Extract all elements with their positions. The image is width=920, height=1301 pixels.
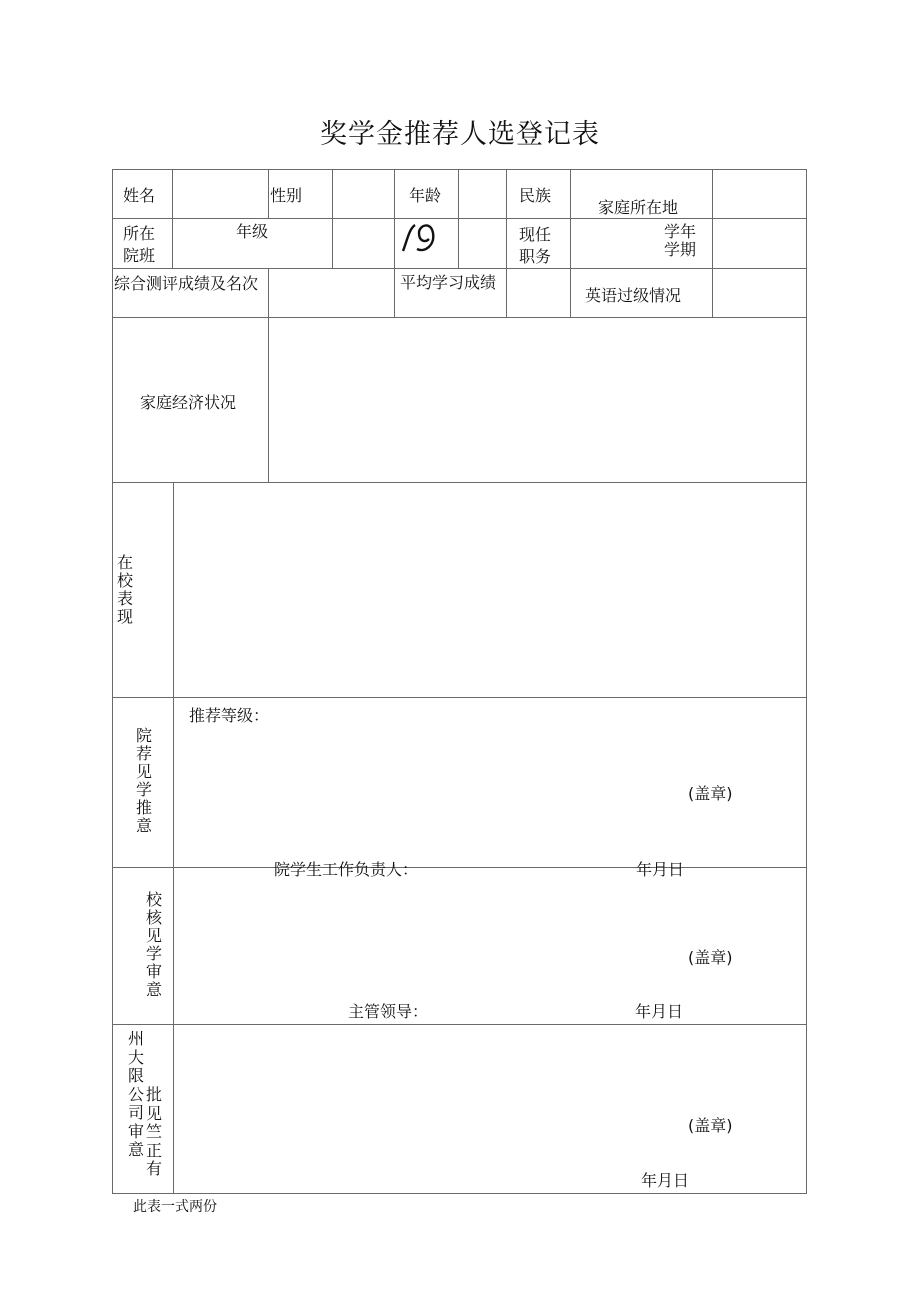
school-date-label: 年月日 [635, 1002, 684, 1021]
form-title: 奖学金推荐人选登记表 [320, 119, 600, 150]
row-divider [112, 697, 807, 698]
grade-field[interactable] [333, 219, 394, 268]
average-score-label: 平均学习成绩 [400, 273, 497, 292]
college-seal-label: (盖章) [688, 784, 733, 803]
company-opinion-field[interactable] [174, 1025, 674, 1165]
ethnicity-label: 民族 [519, 186, 552, 205]
school-opinion-field[interactable] [174, 868, 674, 988]
position-field[interactable] [459, 219, 506, 268]
handwritten-mark-icon [395, 219, 440, 255]
gender-field[interactable] [333, 170, 394, 218]
name-field[interactable] [173, 170, 268, 218]
family-economy-field[interactable] [269, 318, 806, 482]
performance-field[interactable] [174, 483, 806, 697]
hometown-label: 家庭所在地 [598, 198, 679, 217]
college-label: 所在院班 [123, 224, 156, 265]
college-opinion-field[interactable] [174, 730, 674, 840]
name-label: 姓名 [123, 186, 156, 205]
company-opinion-label-col2: 批见竺正有 [145, 1085, 162, 1178]
college-signer-label: 院学生工作负责人： [274, 860, 419, 879]
semester-label: 学期 [664, 240, 697, 259]
company-seal-label: (盖章) [688, 1116, 733, 1135]
evaluation-label: 综合测评成绩及名次 [114, 274, 259, 293]
english-level-label: 英语过级情况 [585, 286, 682, 305]
college-sign-row [174, 848, 806, 879]
gender-label: 性别 [270, 186, 303, 205]
footer-note: 此表一式两份 [133, 1199, 217, 1215]
recommend-level-label: 推荐等级： [189, 706, 270, 725]
grade-label: 年级 [236, 222, 269, 241]
evaluation-field[interactable] [269, 269, 394, 317]
age-label: 年龄 [409, 186, 442, 205]
english-level-field[interactable] [713, 269, 806, 317]
school-year-field[interactable] [713, 219, 806, 268]
row-divider [112, 268, 807, 269]
school-opinion-label: 校核见学审意 [145, 890, 162, 999]
age-field[interactable] [459, 170, 506, 218]
position-label: 现任职务 [519, 225, 552, 266]
school-year-label: 学年 [664, 222, 697, 241]
company-date-label: 年月日 [641, 1171, 690, 1190]
performance-label: 在校表现 [116, 553, 133, 626]
table-border-bottom [112, 1193, 807, 1194]
college-date-label: 年月日 [636, 860, 685, 879]
company-opinion-label-col1: 州大限公司审意 [127, 1029, 144, 1159]
college-label-line1 [123, 223, 157, 267]
school-seal-label: (盖章) [688, 948, 733, 967]
column-divider [570, 169, 571, 317]
column-divider [268, 169, 269, 218]
family-economy-label: 家庭经济状况 [140, 393, 237, 412]
position-label-cell [507, 219, 569, 267]
school-signer-label: 主管领导： [348, 1002, 429, 1021]
table-border-right [806, 169, 807, 1194]
college-opinion-label: 院荐见学推意 [135, 726, 152, 835]
average-score-field[interactable] [507, 269, 570, 317]
table-border-left [112, 169, 113, 1194]
hometown-field[interactable] [713, 170, 806, 218]
